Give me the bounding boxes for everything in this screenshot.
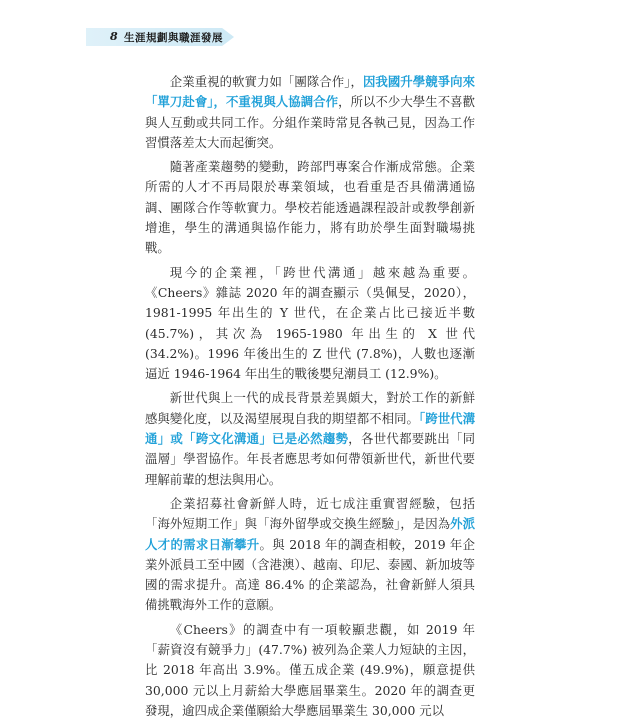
paragraph-text: 《Cheers》的調查中有一項較顯悲觀，如 2019 年「薪資沒有競爭力」(47.7%) 被列為企業人力短缺的主因，比 2018 年高出 3.9%。僅五成企業 (49.9%)，願意提供 30,000 元以上月薪給大學應屆畢業生。2020 年的調查更發現，逾四成企業僅願給大學應屆畢業生 30,000 元以 bbox=[145, 621, 475, 718]
paragraph bbox=[145, 157, 475, 258]
paragraph-text: ，所以不少大學生不喜歡與人互動或共同工作。分組作業時常見各執己見，因為工作習慣落差太大而起衝突。 bbox=[145, 94, 475, 150]
highlight-text: 外派人才的需求日漸攀升 bbox=[145, 516, 476, 552]
paragraph-text: 隨著產業趨勢的變動，跨部門專案合作漸成常態。企業所需的人才不再局限於專業領域，也看重是否具備溝通協調、團隊合作等軟實力。學校若能透過課程設計或教學創新增進，學生的溝通與協作能力，將有助於學生面對職場挑戰。 bbox=[145, 159, 475, 256]
highlight-text: 因我國升學競爭向來「單刀赴會」，不重視與人協調合作 bbox=[145, 74, 475, 110]
paragraph bbox=[145, 72, 475, 153]
paragraph-text: 現今的企業裡，「跨世代溝通」越來越為重要。《Cheers》雜誌 2020 年的調查顯示（吳佩旻，2020），1981-1995 年出生的 Y 世代，在企業占比已接近半數 (45.7%)，其次為 1965-1980 年出生的 X 世代 (34.2%)。1996 年後出生的 Z 世代 (7.8%)，人數也逐漸逼近 1946-1964 年出生的戰後嬰兒潮員工 (12.9%)。 bbox=[145, 264, 475, 382]
paragraph bbox=[145, 620, 475, 721]
paragraph bbox=[145, 263, 475, 385]
body-text bbox=[145, 72, 475, 725]
paragraph-text: 企業重視的軟實力如「團隊合作」， bbox=[169, 74, 363, 89]
paragraph-text: 企業招募社會新鮮人時，近七成注重實習經驗，包括「海外短期工作」與「海外留學或交換生經驗」，是因為 bbox=[145, 495, 475, 532]
page-number: 8 bbox=[110, 30, 118, 43]
paragraph-text: ，各世代都要跳出「同溫層」學習協作。年長者應思考如何帶領新世代，新世代要理解前輩的想法與用心。 bbox=[145, 431, 476, 487]
chapter-title: 生涯規劃與職涯發展 bbox=[124, 32, 223, 44]
highlight-text: 「跨世代溝通」或「跨文化溝通」已是必然趨勢 bbox=[145, 410, 475, 447]
paragraph bbox=[145, 494, 475, 616]
paragraph-text: 。與 2018 年的調查相較，2019 年企業外派員工至中國（含港澳）、越南、印尼、泰國、新加坡等國的需求提升。高達 86.4% 的企業認為，社會新鮮人須具備挑戰海外工作的意願。 bbox=[145, 536, 476, 613]
paragraph bbox=[145, 388, 475, 489]
paragraph-text: 新世代與上一代的成長背景差異頗大，對於工作的新鮮感與變化度，以及渴望展現自我的期望都不相同。 bbox=[145, 390, 475, 426]
